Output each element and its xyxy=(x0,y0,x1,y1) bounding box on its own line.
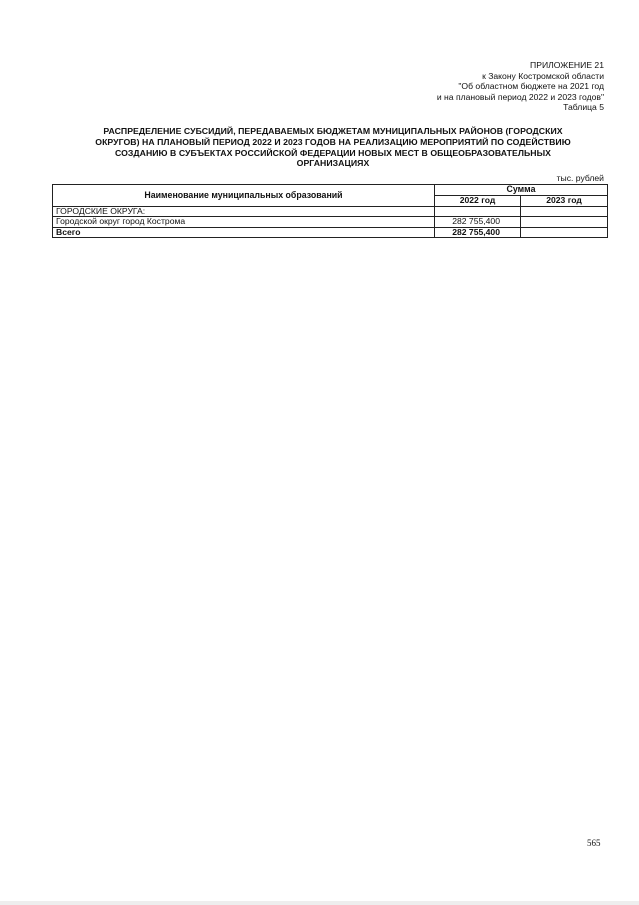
subsidy-table-wrapper xyxy=(52,184,607,238)
header-sum: Сумма xyxy=(435,185,608,196)
section-row-urban-districts xyxy=(53,207,608,217)
document-title xyxy=(58,126,608,169)
amount-2023 xyxy=(521,217,608,227)
annex-line-5: Таблица 5 xyxy=(563,102,604,113)
table-row xyxy=(53,217,608,227)
table-header-row xyxy=(53,185,608,196)
annex-line-3: "Об областном бюджете на 2021 год xyxy=(458,81,604,92)
annex-header xyxy=(284,60,604,113)
annex-line-4: и на плановый период 2022 и 2023 годов" xyxy=(436,91,604,102)
section-empty-2022 xyxy=(435,207,521,217)
total-label: Всего xyxy=(53,227,435,237)
amount-2022: 282 755,400 xyxy=(435,217,521,227)
total-amount-2022: 282 755,400 xyxy=(435,227,521,237)
header-year-2023: 2023 год xyxy=(521,196,608,207)
section-label: ГОРОДСКИЕ ОКРУГА: xyxy=(53,207,435,217)
page-number: 565 xyxy=(587,838,601,848)
total-row xyxy=(53,227,608,237)
section-empty-2023 xyxy=(521,207,608,217)
subsidy-table xyxy=(52,184,608,238)
header-year-2022: 2022 год xyxy=(435,196,521,207)
bottom-edge-shadow xyxy=(0,901,639,905)
municipality-name: Городской округ город Кострома xyxy=(53,217,435,227)
header-municipality-name: Наименование муниципальных образований xyxy=(53,185,435,207)
total-amount-2023 xyxy=(521,227,608,237)
title-line-3: СОЗДАНИЮ В СУБЪЕКТАХ РОССИЙСКОЙ ФЕДЕРАЦИИ НОВЫХ МЕСТ В ОБЩЕОБРАЗОВАТЕЛЬНЫХ xyxy=(114,147,552,158)
annex-line-1: ПРИЛОЖЕНИЕ 21 xyxy=(530,60,604,70)
title-line-2: ОКРУГОВ) НА ПЛАНОВЫЙ ПЕРИОД 2022 И 2023 ГОДОВ НА РЕАЛИЗАЦИЮ МЕРОПРИЯТИЙ ПО СОДЕЙСТВИЮ xyxy=(95,136,571,147)
units-label: тыс. рублей xyxy=(556,173,604,183)
title-line-4: ОРГАНИЗАЦИЯХ xyxy=(296,158,370,169)
title-line-1: РАСПРЕДЕЛЕНИЕ СУБСИДИЙ, ПЕРЕДАВАЕМЫХ БЮДЖЕТАМ МУНИЦИПАЛЬНЫХ РАЙОНОВ (ГОРОДСКИХ xyxy=(103,126,563,136)
annex-line-2: к Закону Костромской области xyxy=(482,70,604,81)
